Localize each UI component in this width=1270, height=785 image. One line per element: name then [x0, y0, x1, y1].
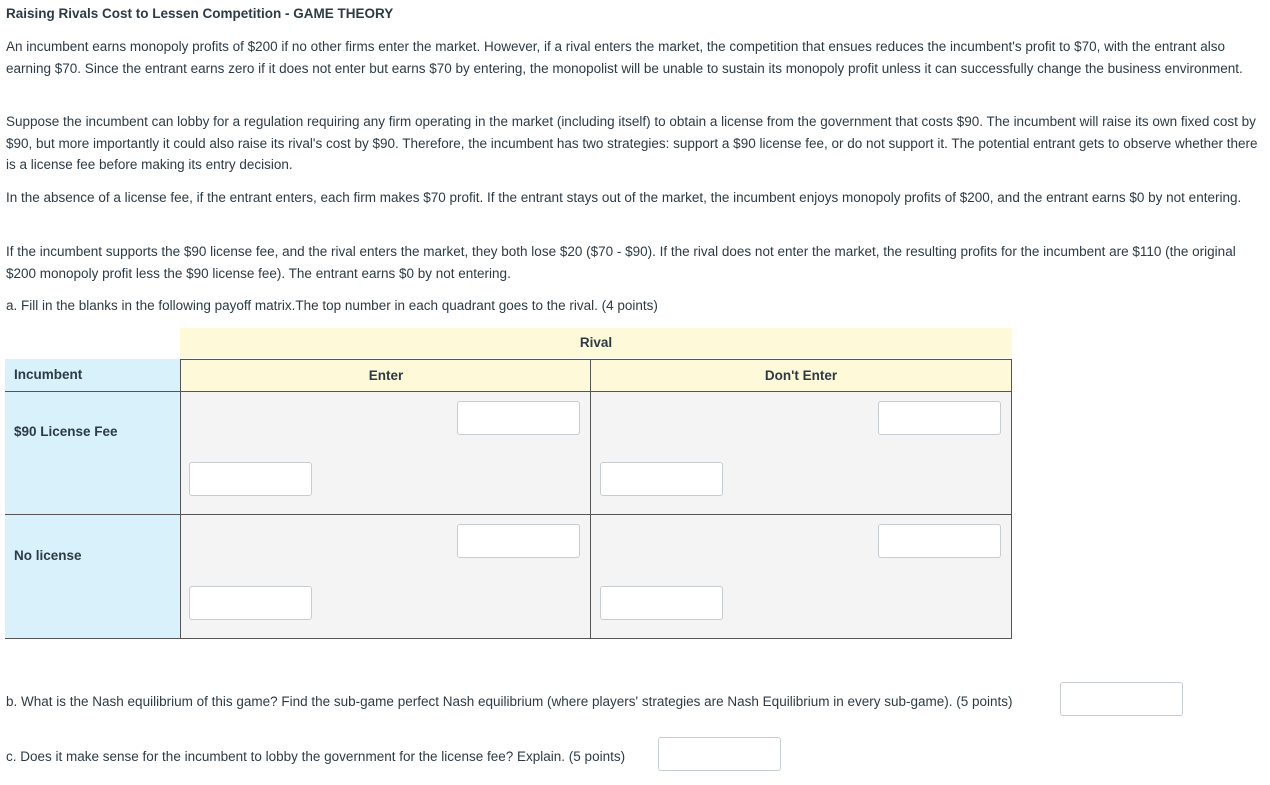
incumbent-payoff-fee-dont-enter-input[interactable]: [600, 462, 723, 496]
answer-b-input[interactable]: [1060, 682, 1183, 716]
row-header-license-fee: $90 License Fee: [5, 391, 180, 515]
rival-payoff-nolicense-dont-enter-input[interactable]: [878, 524, 1001, 558]
row-player-header: Incumbent: [5, 359, 180, 391]
column-player-header: Rival: [180, 328, 1012, 358]
paragraph-with-fee: If the incumbent supports the $90 license fee, and the rival enters the market, they both lose $20 ($70 - $90). If the rival does not enter the market, the resulting profits for the incumbent are $110 (the original $200 monopoly profit less the $90 license fee). The entrant earns $0 by not entering.: [6, 244, 1236, 281]
rival-payoff-nolicense-enter-input[interactable]: [457, 524, 580, 558]
rival-payoff-fee-dont-enter-input[interactable]: [878, 401, 1001, 435]
question-b: b. What is the Nash equilibrium of this game? Find the sub-game perfect Nash equilibrium (where players' strategies are Nash Equilibrium in every sub-game). (5 points): [6, 694, 1013, 709]
paragraph-intro: An incumbent earns monopoly profits of $200 if no other firms enter the market. However, if a rival enters the market, the competition that ensues reduces the incumbent's profit to $70, with the entrant also earning $70. Since the entrant earns zero if it does not enter but earns $70 by entering, the monopolist will be unable to sustain its monopoly profit unless it can successfully change the business environment.: [6, 39, 1243, 76]
question-c: c. Does it make sense for the incumbent to lobby the government for the license fee? Explain. (5 points): [6, 749, 626, 764]
question-a: a. Fill in the blanks in the following payoff matrix.The top number in each quadrant goes to the rival. (4 points): [6, 298, 658, 313]
column-header-dont-enter: Don't Enter: [590, 359, 1012, 391]
paragraph-license: Suppose the incumbent can lobby for a regulation requiring any firm operating in the market (including itself) to obtain a license from the government that costs $90. The incumbent will raise its own fixed cost by $90, but more importantly it could also raise its rival's cost by $90. Therefore, the incumbent has two strategies: support a $90 license fee, or do not support it. The potential entrant gets to observe whether there is a license fee before making its entry decision.: [6, 114, 1258, 172]
paragraph-no-fee: In the absence of a license fee, if the entrant enters, each firm makes $70 profit. If the entrant stays out of the market, the incumbent enjoys monopoly profits of $200, and the entrant earns $0 by not entering.: [6, 190, 1242, 205]
incumbent-payoff-nolicense-dont-enter-input[interactable]: [600, 586, 723, 620]
rival-payoff-fee-enter-input[interactable]: [457, 401, 580, 435]
incumbent-payoff-nolicense-enter-input[interactable]: [189, 586, 312, 620]
column-header-enter: Enter: [180, 359, 591, 391]
incumbent-payoff-fee-enter-input[interactable]: [189, 462, 312, 496]
answer-c-input[interactable]: [658, 737, 781, 771]
row-header-no-license: No license: [5, 514, 180, 639]
page-title: Raising Rivals Cost to Lessen Competition - GAME THEORY: [6, 6, 394, 21]
